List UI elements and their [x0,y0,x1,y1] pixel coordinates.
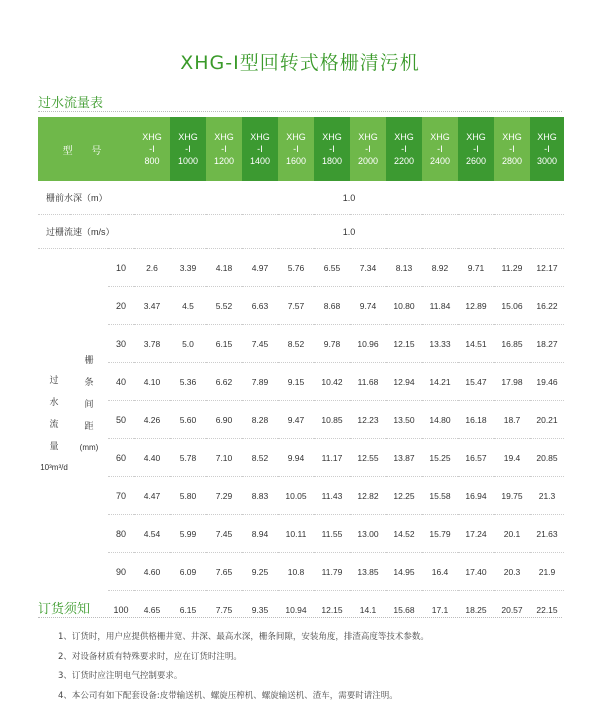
flow-value-cell: 18.7 [494,401,530,439]
flow-value-cell: 6.09 [170,553,206,591]
model-header-text: XHG [206,131,242,143]
model-header-text: XHG [494,131,530,143]
flow-value-cell: 9.74 [350,287,386,325]
table-row [38,401,564,439]
model-header-text: XHG [458,131,494,143]
model-header-text: -Ⅰ [170,143,206,155]
table-row [38,591,564,629]
gap-value: 20 [108,287,134,325]
flow-value-cell: 16.4 [422,553,458,591]
flow-value-cell: 8.68 [314,287,350,325]
flow-value-cell: 21.3 [530,477,564,515]
flow-value-cell: 4.47 [134,477,170,515]
flow-value-cell: 16.85 [494,325,530,363]
table-row [38,287,564,325]
section-divider [38,111,562,112]
model-header-text: -Ⅰ [386,143,422,155]
model-header-text: -Ⅰ [242,143,278,155]
flow-value-cell: 6.55 [314,249,350,287]
flow-value-cell: 7.29 [206,477,242,515]
gap-value: 60 [108,439,134,477]
spec-value-velocity: 1.0 [134,215,564,249]
model-header-text: 2000 [350,155,386,167]
flow-value-cell: 18.25 [458,591,494,629]
flow-value-cell: 8.13 [386,249,422,287]
model-header-text: -Ⅰ [350,143,386,155]
flow-value-cell: 11.55 [314,515,350,553]
gap-side-label [70,249,108,629]
flow-value-cell: 20.3 [494,553,530,591]
page-title: XHG-Ⅰ型回转式格栅清污机 [0,48,600,75]
gap-label-char: 距 [70,415,108,437]
gap-value: 50 [108,401,134,439]
flow-value-cell: 13.87 [386,439,422,477]
flow-value-cell: 5.80 [170,477,206,515]
flow-value-cell: 12.17 [530,249,564,287]
flow-value-cell: 4.5 [170,287,206,325]
table-row [38,477,564,515]
model-header-text: -Ⅰ [314,143,350,155]
flow-value-cell: 9.94 [278,439,314,477]
model-header [134,117,170,181]
flow-value-cell: 3.47 [134,287,170,325]
note-item: 3、订货时应注明电气控制要求。 [58,667,568,687]
flow-value-cell: 14.51 [458,325,494,363]
model-header-text: 2400 [422,155,458,167]
flow-value-cell: 11.17 [314,439,350,477]
order-divider [38,617,562,618]
flow-value-cell: 10.85 [314,401,350,439]
flow-value-cell: 16.94 [458,477,494,515]
flow-value-cell: 20.1 [494,515,530,553]
flow-value-cell: 10.80 [386,287,422,325]
model-header-text: XHG [530,131,564,143]
gap-value: 100 [108,591,134,629]
flow-value-cell: 4.97 [242,249,278,287]
flow-value-cell: 15.58 [422,477,458,515]
table-row [38,325,564,363]
note-item: 1、订货时，用户应提供格栅井宽、井深、最高水深，栅条间隙，安装角度，排渣高度等技术参数。 [58,628,568,648]
flow-value-cell: 10.94 [278,591,314,629]
flow-value-cell: 4.26 [134,401,170,439]
spec-value-depth: 1.0 [134,181,564,215]
flow-value-cell: 8.52 [278,325,314,363]
model-header [350,117,386,181]
model-header-text: XHG [134,131,170,143]
model-header [170,117,206,181]
flow-value-cell: 10.42 [314,363,350,401]
flow-value-cell: 12.94 [386,363,422,401]
model-header-text: 1400 [242,155,278,167]
flow-value-cell: 4.65 [134,591,170,629]
table-row [38,249,564,287]
gap-value: 70 [108,477,134,515]
model-header-text: -Ⅰ [458,143,494,155]
flow-value-cell: 12.15 [314,591,350,629]
gap-label-char: 条 [70,371,108,393]
model-header-text: XHG [170,131,206,143]
flow-value-cell: 9.35 [242,591,278,629]
flow-value-cell: 14.95 [386,553,422,591]
flow-value-cell: 4.40 [134,439,170,477]
flow-label-char: 过 [38,369,70,391]
flow-value-cell: 20.21 [530,401,564,439]
flow-value-cell: 7.89 [242,363,278,401]
table-row [38,553,564,591]
flow-value-cell: 12.82 [350,477,386,515]
flow-value-cell: 6.15 [170,591,206,629]
gap-label-char: 间 [70,393,108,415]
model-header-text: -Ⅰ [278,143,314,155]
model-header [314,117,350,181]
flow-value-cell: 14.80 [422,401,458,439]
flow-value-cell: 10.05 [278,477,314,515]
flow-value-cell: 15.68 [386,591,422,629]
model-header-text: 1600 [278,155,314,167]
flow-value-cell: 4.10 [134,363,170,401]
gap-unit: (mm) [70,437,108,459]
model-header-text: -Ⅰ [422,143,458,155]
flow-value-cell: 7.34 [350,249,386,287]
flow-value-cell: 17.24 [458,515,494,553]
flow-value-cell: 11.79 [314,553,350,591]
flow-value-cell: 5.78 [170,439,206,477]
note-item: 2、对设备材质有特殊要求时，应在订货时注明。 [58,648,568,668]
header-row [38,117,564,181]
flow-value-cell: 9.25 [242,553,278,591]
flow-value-cell: 10.96 [350,325,386,363]
flow-value-cell: 15.79 [422,515,458,553]
flow-value-cell: 16.22 [530,287,564,325]
flow-value-cell: 12.55 [350,439,386,477]
model-header-text: XHG [314,131,350,143]
flow-value-cell: 6.63 [242,287,278,325]
flow-value-cell: 16.57 [458,439,494,477]
model-header-text: 2200 [386,155,422,167]
flow-value-cell: 10.11 [278,515,314,553]
model-header-text: XHG [242,131,278,143]
note-item: 4、本公司有如下配套设备:皮带输送机、螺旋压榨机、螺旋输送机、渣车，需要时请注明。 [58,687,568,706]
flow-unit: 10³m³/d [38,457,70,479]
flow-value-cell: 12.89 [458,287,494,325]
flow-value-cell: 7.57 [278,287,314,325]
spec-label-depth: 栅前水深（m） [38,181,134,215]
flow-value-cell: 17.40 [458,553,494,591]
model-header-text: 800 [134,155,170,167]
flow-value-cell: 8.92 [422,249,458,287]
flow-label-char: 量 [38,435,70,457]
model-header [530,117,564,181]
table-row [38,363,564,401]
flow-value-cell: 5.99 [170,515,206,553]
flow-value-cell: 17.1 [422,591,458,629]
flow-value-cell: 22.15 [530,591,564,629]
flow-value-cell: 7.45 [206,515,242,553]
model-header-text: -Ⅰ [206,143,242,155]
flow-value-cell: 14.21 [422,363,458,401]
flow-value-cell: 13.00 [350,515,386,553]
gap-label-char: 栅 [70,349,108,371]
model-header [206,117,242,181]
model-header-text: 3000 [530,155,564,167]
model-header-text: -Ⅰ [134,143,170,155]
model-header-text: 1000 [170,155,206,167]
model-header [494,117,530,181]
spec-label-velocity: 过栅流速（m/s） [38,215,134,249]
flow-value-cell: 20.57 [494,591,530,629]
flow-value-cell: 21.63 [530,515,564,553]
flow-value-cell: 7.10 [206,439,242,477]
flow-value-cell: 9.71 [458,249,494,287]
flow-value-cell: 9.15 [278,363,314,401]
flow-value-cell: 10.8 [278,553,314,591]
order-notes [58,628,568,706]
flow-value-cell: 5.76 [278,249,314,287]
flow-value-cell: 13.50 [386,401,422,439]
flow-value-cell: 14.52 [386,515,422,553]
model-header-text: 1800 [314,155,350,167]
flow-side-label [38,249,70,629]
flow-value-cell: 9.78 [314,325,350,363]
spec-row-depth [38,181,564,215]
flow-value-cell: 12.23 [350,401,386,439]
flow-value-cell: 11.84 [422,287,458,325]
flow-value-cell: 12.25 [386,477,422,515]
flow-value-cell: 5.0 [170,325,206,363]
model-header [422,117,458,181]
flow-value-cell: 4.18 [206,249,242,287]
model-header [458,117,494,181]
model-header-text: XHG [422,131,458,143]
flow-value-cell: 19.75 [494,477,530,515]
flow-value-cell: 7.75 [206,591,242,629]
flow-value-cell: 15.25 [422,439,458,477]
flow-value-cell: 5.60 [170,401,206,439]
flow-value-cell: 6.15 [206,325,242,363]
flow-value-cell: 19.46 [530,363,564,401]
flow-value-cell: 9.47 [278,401,314,439]
gap-value: 90 [108,553,134,591]
spec-row-velocity [38,215,564,249]
model-header-text: 1200 [206,155,242,167]
flow-value-cell: 5.36 [170,363,206,401]
gap-value: 30 [108,325,134,363]
flow-value-cell: 3.39 [170,249,206,287]
flow-value-cell: 4.60 [134,553,170,591]
gap-value: 40 [108,363,134,401]
flow-value-cell: 6.90 [206,401,242,439]
gap-value: 10 [108,249,134,287]
flow-value-cell: 13.85 [350,553,386,591]
gap-value: 80 [108,515,134,553]
flow-value-cell: 11.43 [314,477,350,515]
flow-value-cell: 8.52 [242,439,278,477]
model-header [386,117,422,181]
table-row [38,515,564,553]
model-header [278,117,314,181]
model-header-text: XHG [278,131,314,143]
flow-value-cell: 2.6 [134,249,170,287]
model-header-label: 型 号 [38,117,134,181]
flow-value-cell: 4.54 [134,515,170,553]
flow-value-cell: 17.98 [494,363,530,401]
model-header-text: -Ⅰ [494,143,530,155]
flow-value-cell: 14.1 [350,591,386,629]
flow-value-cell: 11.68 [350,363,386,401]
flow-label-char: 水 [38,391,70,413]
model-header-text: 2800 [494,155,530,167]
flow-value-cell: 15.47 [458,363,494,401]
model-header-text: 2600 [458,155,494,167]
flow-value-cell: 18.27 [530,325,564,363]
model-header [242,117,278,181]
flow-label-char: 流 [38,413,70,435]
flow-value-cell: 8.83 [242,477,278,515]
flow-value-cell: 7.45 [242,325,278,363]
flow-value-cell: 13.33 [422,325,458,363]
flow-value-cell: 11.29 [494,249,530,287]
flow-rate-table [38,117,564,628]
order-section-title: 订货须知 [38,598,90,617]
model-header-text: -Ⅰ [530,143,564,155]
flow-value-cell: 8.28 [242,401,278,439]
flow-value-cell: 8.94 [242,515,278,553]
flow-value-cell: 5.52 [206,287,242,325]
table-section-title: 过水流量表 [38,92,238,111]
model-header-text: XHG [350,131,386,143]
model-header-text: XHG [386,131,422,143]
flow-value-cell: 15.06 [494,287,530,325]
flow-value-cell: 20.85 [530,439,564,477]
flow-value-cell: 3.78 [134,325,170,363]
flow-value-cell: 19.4 [494,439,530,477]
flow-value-cell: 12.15 [386,325,422,363]
flow-value-cell: 7.65 [206,553,242,591]
flow-value-cell: 6.62 [206,363,242,401]
flow-value-cell: 16.18 [458,401,494,439]
table-row [38,439,564,477]
flow-value-cell: 21.9 [530,553,564,591]
